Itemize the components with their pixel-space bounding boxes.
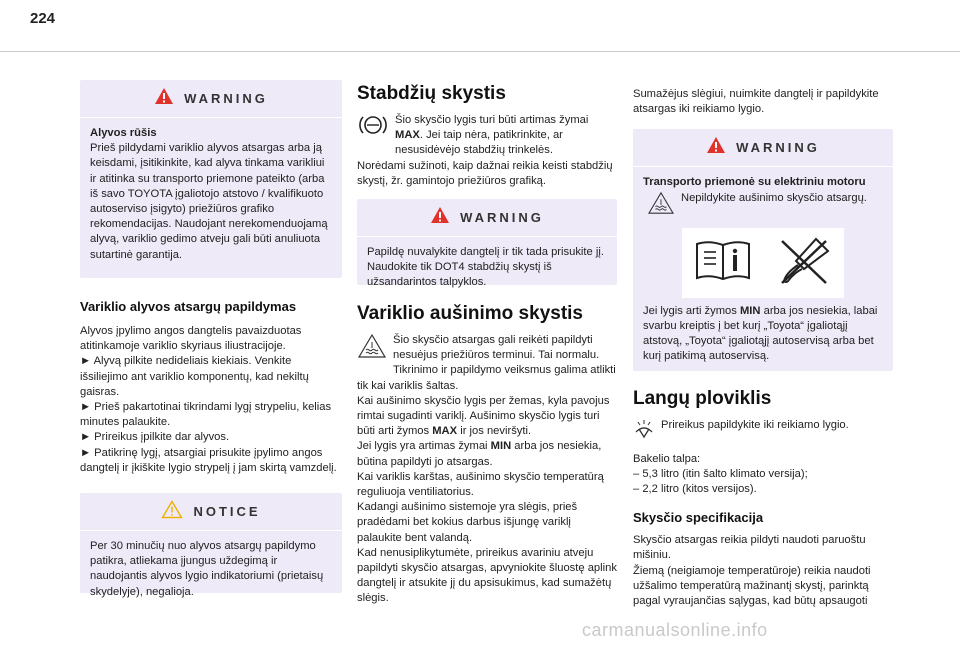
coolant-warning-icon [647, 191, 675, 220]
notice-title: NOTICE [193, 504, 261, 520]
warning-triangle-icon [706, 136, 726, 159]
no-refill-icon [776, 233, 832, 292]
coolant-continuation: Sumažėjus slėgiui, nuimkite dangtelį ir papildykite atsargas iki reikiamo lygio. [633, 88, 879, 116]
warning-title: WARNING [736, 140, 820, 156]
page-number: 224 [30, 10, 56, 27]
oil-warning-box [80, 80, 342, 278]
watermark-logo: carmanualsonline.info [582, 620, 768, 640]
oil-topup-paragraph-5: ► Patikrinę lygį, atsargiai prisukite įpylimo angos dangtelį ir įkiškite lygio strypelį į jam skirtą vamzdelį. [80, 446, 337, 474]
warning-text-1: Nepildykite aušinimo skysčio atsargų. [643, 191, 883, 222]
notice-header [80, 493, 342, 531]
oil-topup-paragraph-4: ► Prireikus įpilkite dar alyvos. [80, 431, 230, 444]
spec-heading: Skysčio specifikacija [633, 510, 764, 526]
pictograms [643, 228, 883, 298]
brake-fluid-text-2: Norėdami sužinoti, kaip dažnai reikia keisti stabdžių skystį, žr. gamintojo priežiūros grafiką. [357, 159, 613, 187]
warning-text-2: Jei lygis arti žymos MIN arba jos nesiekia, labai svarbu kreiptis į bet kurį „Toyota“ įgaliotąjį atstovą, „Toyota“ įgaliotąjį autoservisą arba bet kurį patikimą autoservisą. [643, 304, 878, 363]
ev-warning-box [633, 129, 893, 371]
spec-paragraph-2: Žiemą (neigiamoje temperatūroje) reikia naudoti užšalimo temperatūrą mažinantį skystį, parinktą pagal vyraujančias sąlygas, kad būtų apsaugoti [633, 564, 871, 608]
coolant-intro: Šio skysčio atsargas gali reikėti papildyti nesuėjus priežiūros terminui. Tai normalu. [357, 333, 617, 363]
capacity-label: Bakelio talpa: [633, 452, 701, 465]
capacity-item: – 5,3 litro (itin šalto klimato versija); [633, 467, 808, 480]
coolant-paragraph-1: Tikrinimo ir papildymo veiksmus galima atlikti tik kai variklis šaltas. [357, 364, 616, 392]
coolant-paragraph-4: Kai variklis karštas, aušinimo skysčio temperatūrą reguliuoja ventiliatorius. [357, 470, 604, 499]
coolant-paragraph-5: Kadangi aušinimo sistemoje yra slėgis, prieš pradėdami bet kokius darbus išjungę variklį palaukite bent valandą. [357, 501, 578, 544]
coolant-paragraph-6: Kad nenusiplikytumėte, prireikus avariniu atveju papildyti skysčio atsargas, apvyniokite šluostę aplink dangtelį ir atsukite jį du apsisukimus, kad sumažėtų slėgis. [357, 546, 617, 605]
washer-fluid-icon [633, 418, 655, 445]
manual-info-icon [694, 238, 752, 287]
warning-header [80, 80, 342, 118]
warning-header [357, 199, 617, 237]
warning-title: WARNING [460, 210, 544, 226]
warning-title: WARNING [184, 91, 268, 106]
coolant-paragraph-3: Jei lygis yra artimas žymai MIN arba jos nesiekia, būtina papildyti jo atsargas. [357, 440, 602, 468]
column-1 [80, 80, 342, 598]
coolant-heading: Variklio aušinimo skystis [357, 303, 583, 325]
column-2 [357, 80, 617, 607]
notice-triangle-icon [161, 500, 183, 524]
spec-paragraph-1: Skysčio atsargas reikia pildyti naudoti paruoštu mišiniu. [633, 534, 866, 562]
warning-body [633, 167, 893, 373]
washer-heading: Langų ploviklis [633, 388, 772, 410]
warning-header [633, 129, 893, 167]
oil-topup-paragraph-3: ► Prieš pakartotinai tikrindami lygį strypeliu, kelias minutes palaukite. [80, 401, 332, 429]
column-3 [633, 80, 893, 609]
coolant-warning-icon [357, 333, 387, 364]
brake-fluid-heading: Stabdžių skystis [357, 83, 506, 104]
brake-warning-box [357, 199, 617, 289]
washer-text: Prireikus papildykite iki reikiamo lygio. [633, 418, 893, 447]
notice-box [80, 493, 342, 598]
oil-topup-heading: Variklio alyvos atsargų papildymas [80, 299, 297, 314]
capacity-item: – 2,2 litro (kitos versijos). [633, 483, 757, 496]
warning-text: Prieš pildydami variklio alyvos atsargas arba ją keisdami, įsitikinkite, kad alyva tinkama varikliui ir atitinka su transporto priemone pateikto (arba iš savo TOYOTA įgaliotojo atstovo / kvalifikuoto autoserviso įsigyto) priežiūros grafiko rekomendacijas. Naudojant nerekomenduojamą alyvą, variklio gedimo atveju gali būti anuliuota sutartinė garantija. [90, 142, 328, 261]
pictogram-panel [682, 228, 844, 298]
warning-body [80, 118, 342, 272]
warning-heading: Transporto priemonė su elektriniu motoru [643, 176, 866, 189]
coolant-paragraph-2: Kai aušinimo skysčio lygis per žemas, kyla pavojus rimtai sugadinti variklį. Aušinimo skysčio lygis turi būti arti žymos MAX ir jos neviršyti. [357, 394, 610, 438]
warning-triangle-icon [430, 206, 450, 229]
fluid-level-icon [357, 113, 389, 142]
oil-topup-paragraph-2: ► Alyvą pilkite nedideliais kiekiais. Venkite išsiliejimo ant variklio komponentų, kad nekiltų gaisras. [80, 355, 309, 398]
warning-body: Papildę nuvalykite dangtelį ir tik tada prisukite jį. Naudokite tik DOT4 stabdžių skystį iš užsandarintos talpyklos. [367, 246, 604, 289]
header-divider [0, 51, 960, 52]
warning-heading: Alyvos rūšis [90, 127, 157, 139]
oil-topup-paragraph-1: Alyvos įpylimo angos dangtelis pavaizduotas atitinkamoje variklio skyriaus iliustracijoje. [80, 325, 302, 353]
brake-fluid-text-1: Šio skysčio lygis turi būti artimas žymai MAX. Jei taip nėra, patikrinkite, ar nesusidėvėjo stabdžių trinkelės. [357, 113, 617, 159]
notice-body: Per 30 minučių nuo alyvos atsargų papildymo patikra, atliekama įjungus uždegimą ir naudojantis alyvos lygio indikatoriumi (prietaisų skydelyje), negalioja. [90, 540, 324, 598]
warning-triangle-icon [154, 87, 174, 110]
